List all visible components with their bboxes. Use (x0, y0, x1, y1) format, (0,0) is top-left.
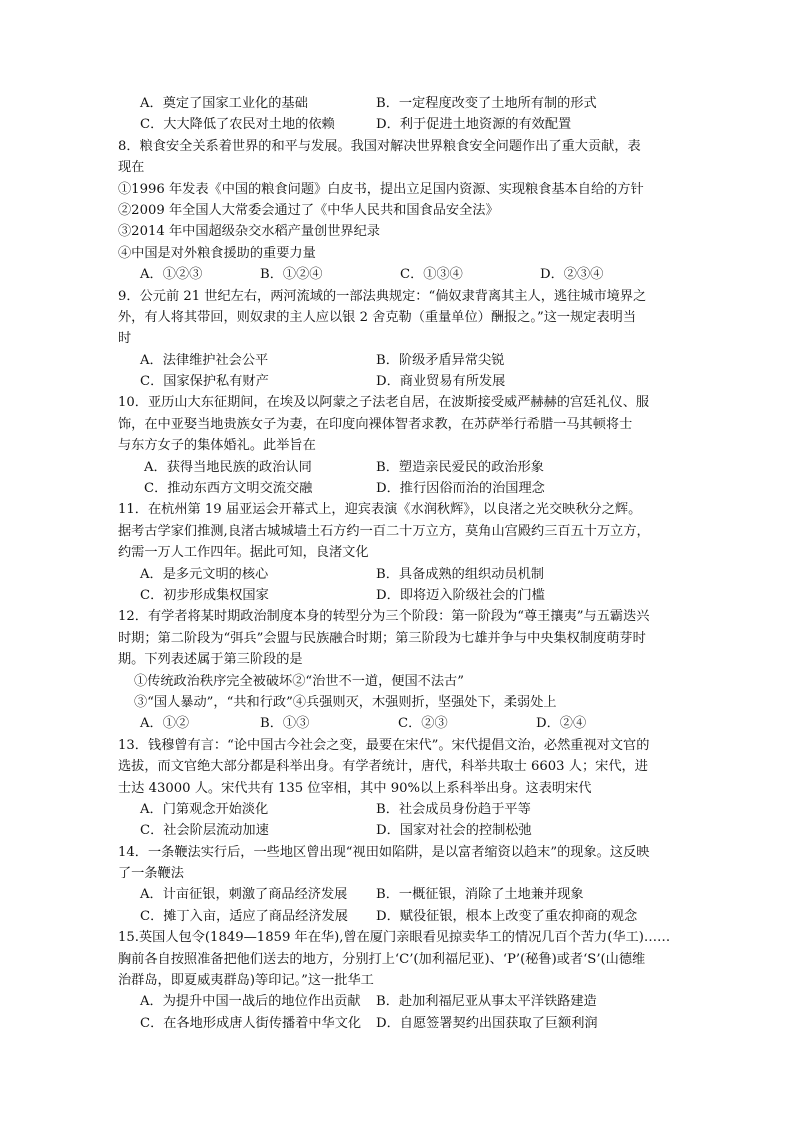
q7-options-row-2 (118, 114, 678, 135)
q13-stem-line-3: 士达 43000 人。宋代共有 135 位宰相，其中 90%以上系科举出身。这表明宋代 (118, 780, 592, 796)
q15-option-a[interactable]: A．为提升中国一战后的地位作出贡献 (140, 994, 361, 1010)
q15-stem-line-3: 治群岛，即夏威夷群岛)等印记。”这一批华工 (118, 973, 374, 989)
q8-options (118, 264, 678, 285)
q13-option-c[interactable]: C．社会阶层流动加速 (140, 823, 269, 839)
q12-option-d[interactable]: D．②④ (536, 716, 587, 732)
q11-stem-line-2: 据考古学家们推测,良渚古城城墙土石方约一百二十万立方，莫角山宫殿约三百五十万立方， (118, 523, 650, 539)
q14-option-b[interactable]: B．一概征银，消除了土地兼并现象 (376, 887, 584, 903)
q11-option-a[interactable]: A．是多元文明的核心 (140, 566, 269, 582)
q12-items-line-2: ③“国人暴动”，“共和行政”④兵强则灭，木强则折，坚强处下，柔弱处上 (134, 694, 557, 710)
q10-stem-line-3: 与东方女子的集体婚礼。此举旨在 (118, 438, 316, 454)
q13-option-b[interactable]: B．社会成员身份趋于平等 (376, 801, 531, 817)
q9-option-d[interactable]: D．商业贸易有所发展 (376, 374, 506, 390)
q9-option-b[interactable]: B．阶级矛盾异常尖锐 (376, 352, 505, 368)
q7-option-b[interactable]: B．一定程度改变了土地所有制的形式 (376, 96, 597, 111)
q15-stem-line-2: 胸前各自按照准备把他们送去的地方，分别打上‘C’(加利福尼亚)、‘P’(秘鲁)或者‘S’(山德维 (118, 951, 646, 967)
q11-options-row-2 (118, 585, 678, 606)
q10-option-a[interactable]: A．获得当地民族的政治认同 (144, 459, 312, 475)
q10-options-row-2 (118, 478, 678, 499)
q13-options-row-2 (118, 820, 678, 841)
q15-option-c[interactable]: C．在各地形成唐人街传播着中华文化 (140, 1015, 362, 1031)
q9-stem-line-1: 9．公元前 21 世纪左右，两河流域的一部法典规定：“倘奴隶背离其主人，逃往城市境界之 (118, 288, 647, 304)
q8-stem-line-2: 现在 (118, 160, 145, 176)
q15-option-b[interactable]: B．赴加利福尼亚从事太平洋铁路建造 (376, 994, 597, 1010)
q12-option-b[interactable]: B．①③ (260, 716, 310, 732)
q9-option-a[interactable]: A．法律维护社会公平 (140, 352, 269, 368)
q7-option-d[interactable]: D．利于促进土地资源的有效配置 (376, 117, 572, 133)
q9-options-row-1 (118, 350, 678, 371)
q15-options-row-2 (118, 1013, 678, 1034)
q8-option-a[interactable]: A．①②③ (140, 267, 203, 283)
q13-option-a[interactable]: A．门第观念开始淡化 (140, 801, 269, 817)
q10-stem-line-1: 10．亚历山大东征期间，在埃及以阿蒙之子法老自居，在波斯接受威严赫赫的宫廷礼仪、服 (118, 395, 650, 411)
q13-option-d[interactable]: D．国家对社会的控制松弛 (376, 823, 532, 839)
q12-option-a[interactable]: A．①② (140, 716, 190, 732)
q14-stem-line-2: 了一条鞭法 (118, 866, 184, 882)
q13-stem-line-2: 选拔，而文官绝大部分都是科举出身。有学者统计，唐代，科举共取士 6603 人；宋代，进 (118, 759, 648, 775)
q10-stem-line-2: 饰，在中亚娶当地贵族女子为妻，在印度向裸体智者求教，在苏萨举行希腊一马其顿将士 (118, 416, 633, 432)
q12-stem-line-1: 12．有学者将某时期政治制度本身的转型分为三个阶段：第一阶段为“尊王攘夷”与五霸迭兴 (118, 609, 650, 625)
q8-item-1: ①1996 年发表《中国的粮食问题》白皮书，提出立足国内资源、实现粮食基本自给的方针 (118, 181, 644, 197)
q9-stem-line-2: 外，有人将其带回，则奴隶的主人应以银 2 舍克勒（重量单位）酬报之。”这一规定表明当 (118, 309, 637, 325)
q11-options-row-1 (118, 564, 678, 585)
q12-items-line-1: ①传统政治秩序完全被破坏②“治世不一道，便国不法古” (134, 673, 464, 689)
q15-option-d[interactable]: D．自愿签署契约出国获取了巨额利润 (376, 1015, 598, 1031)
q14-options-row-1 (118, 884, 678, 905)
q14-stem-line-1: 14．一条鞭法实行后，一些地区曾出现“视田如陷阱，是以富者缩资以趋末”的现象。这反映 (118, 844, 650, 860)
q9-options-row-2 (118, 371, 678, 392)
q15-stem-line-1: 15.英国人包令(1849—1859 年在华),曾在厦门亲眼看见掠卖华工的情况几百个苦力(华工)…… (118, 930, 671, 946)
q12-option-c[interactable]: C．②③ (398, 716, 448, 732)
q8-option-b[interactable]: B．①②④ (260, 267, 323, 283)
q15-options-row-1 (118, 991, 678, 1012)
q11-stem-line-3: 约需一万人工作四年。据此可知，良渚文化 (118, 545, 369, 561)
q14-options-row-2 (118, 906, 678, 927)
q8-item-4: ④中国是对外粮食援助的重要力量 (118, 245, 316, 261)
q10-option-c[interactable]: C．推动东西方文明交流交融 (144, 481, 313, 497)
q11-option-c[interactable]: C．初步形成集权国家 (140, 587, 269, 603)
q8-option-c[interactable]: C．①③④ (400, 267, 463, 283)
q10-option-b[interactable]: B．塑造亲民爱民的政治形象 (376, 459, 544, 475)
q7-options-row-1 (118, 93, 678, 114)
q9-stem-line-3: 时 (118, 331, 132, 347)
q12-stem-line-2: 时期；第二阶段为“弭兵”会盟与民族融合时期；第三阶段为七雄并争与中央集权制度萌芽时 (118, 630, 646, 646)
q11-stem-line-1: 11．在杭州第 19 届亚运会开幕式上，迎宾表演《水润秋辉》，以良渚之光交映秋分之辉。 (118, 502, 642, 518)
q8-item-2: ②2009 年全国人大常委会通过了《中华人民共和国食品安全法》 (118, 202, 499, 218)
q13-stem-line-1: 13．钱穆曾有言：“论中国古今社会之变，最要在宋代”。宋代提倡文治，必然重视对文官的 (118, 737, 650, 753)
exam-page (118, 93, 678, 1034)
q13-options-row-1 (118, 799, 678, 820)
q14-option-c[interactable]: C．摊丁入亩，适应了商品经济发展 (140, 908, 348, 924)
q9-option-c[interactable]: C．国家保护私有财产 (140, 374, 269, 390)
q8-option-d[interactable]: D．②③④ (540, 267, 604, 283)
q14-option-d[interactable]: D．赋役征银，根本上改变了重农抑商的观念 (376, 908, 638, 924)
q8-item-3: ③2014 年中国超级杂交水稻产量创世界纪录 (118, 224, 380, 240)
q8-stem-line-1: 8．粮食安全关系着世界的和平与发展。我国对解决世界粮食安全问题作出了重大贡献，表 (118, 138, 641, 154)
q11-option-b[interactable]: B．具备成熟的组织动员机制 (376, 566, 544, 582)
q10-option-d[interactable]: D．推行因俗而治的治国理念 (376, 481, 545, 497)
q12-stem-line-3: 期。下列表述属于第三阶段的是 (118, 652, 303, 668)
q7-option-c[interactable]: C．大大降低了农民对土地的依赖 (140, 117, 335, 133)
q10-options-row-1 (118, 457, 678, 478)
q14-option-a[interactable]: A．计亩征银，刺激了商品经济发展 (140, 887, 348, 903)
q7-option-a[interactable]: A．奠定了国家工业化的基础 (140, 96, 308, 111)
q11-option-d[interactable]: D．即将迈入阶级社会的门槛 (376, 587, 545, 603)
q12-options (118, 713, 678, 734)
